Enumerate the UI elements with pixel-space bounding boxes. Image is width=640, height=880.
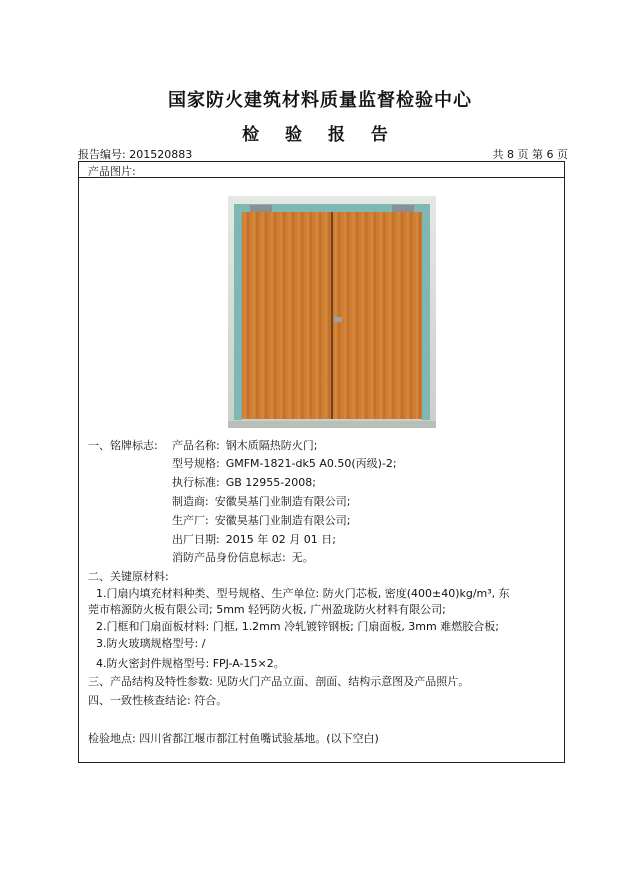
- page-info: 共 8 页 第 6 页: [492, 148, 568, 161]
- nameplate-row-label: 执行标准:: [172, 476, 220, 489]
- nameplate-row-value: 2015 年 02 月 01 日;: [225, 533, 336, 546]
- nameplate-row-label: 制造商:: [172, 495, 209, 508]
- report-number: 报告编号: 201520883: [78, 148, 193, 161]
- materials-item-3: 3.防火玻璃规格型号: /: [96, 637, 206, 650]
- nameplate-row: [172, 493, 350, 509]
- nameplate-row-value: 安徽昊基门业制造有限公司;: [214, 514, 351, 527]
- nameplate-row-value: 安徽昊基门业制造有限公司;: [214, 495, 351, 508]
- nameplate-row-value: GB 12955-2008;: [225, 476, 316, 489]
- nameplate-row: [172, 474, 316, 490]
- product-photo: [228, 196, 436, 428]
- nameplate-row-label: 产品名称:: [172, 439, 220, 452]
- nameplate-row: [172, 437, 317, 453]
- nameplate-row: [172, 512, 350, 528]
- nameplate-row-value: 钢木质隔热防火门;: [225, 439, 318, 452]
- structure-section: 三、产品结构及特性参数: 见防火门产品立面、剖面、结构示意图及产品照片。: [88, 675, 470, 688]
- nameplate-row-value: 无。: [291, 551, 314, 564]
- org-name: 国家防火建筑材料质量监督检验中心: [168, 90, 472, 111]
- materials-section-label: 二、关键原材料:: [88, 570, 169, 583]
- nameplate-row: [172, 531, 336, 547]
- materials-item-4: 4.防火密封件规格型号: FPJ-A-15×2。: [96, 657, 285, 670]
- photo-label: 产品图片:: [88, 165, 136, 178]
- nameplate-row-label: 型号规格:: [172, 457, 220, 470]
- conformity-section: 四、一致性核查结论: 符合。: [88, 694, 228, 707]
- test-location: 检验地点: 四川省都江堰市都江村鱼嘴试验基地。(以下空白): [88, 732, 379, 745]
- door-handle: [334, 317, 342, 322]
- nameplate-row-label: 生产厂:: [172, 514, 209, 527]
- nameplate-row-label: 消防产品身份信息标志:: [172, 551, 286, 564]
- nameplate-row-label: 出厂日期:: [172, 533, 220, 546]
- materials-item-2: 2.门框和门扇面板材料: 门框, 1.2mm 冷轧镀锌钢板; 门扇面板, 3mm 难燃胶合板;: [96, 620, 499, 633]
- nameplate-row-value: GMFM-1821-dk5 A0.50(丙级)-2;: [225, 457, 397, 470]
- materials-item-1-line-1: 1.门扇内填充材料种类、型号规格、生产单位: 防火门芯板, 密度(400±40)kg/m³, 东: [96, 587, 510, 600]
- nameplate-section-label: 一、铭牌标志:: [88, 439, 158, 452]
- materials-item-1-line-2: 莞市榕源防火板有限公司; 5mm 轻钙防火板, 广州盈珑防火材料有限公司;: [88, 603, 446, 616]
- report-title: 检 验 报 告: [242, 125, 398, 145]
- nameplate-row: [172, 549, 314, 565]
- nameplate-row: [172, 455, 397, 471]
- header-divider: [78, 177, 565, 178]
